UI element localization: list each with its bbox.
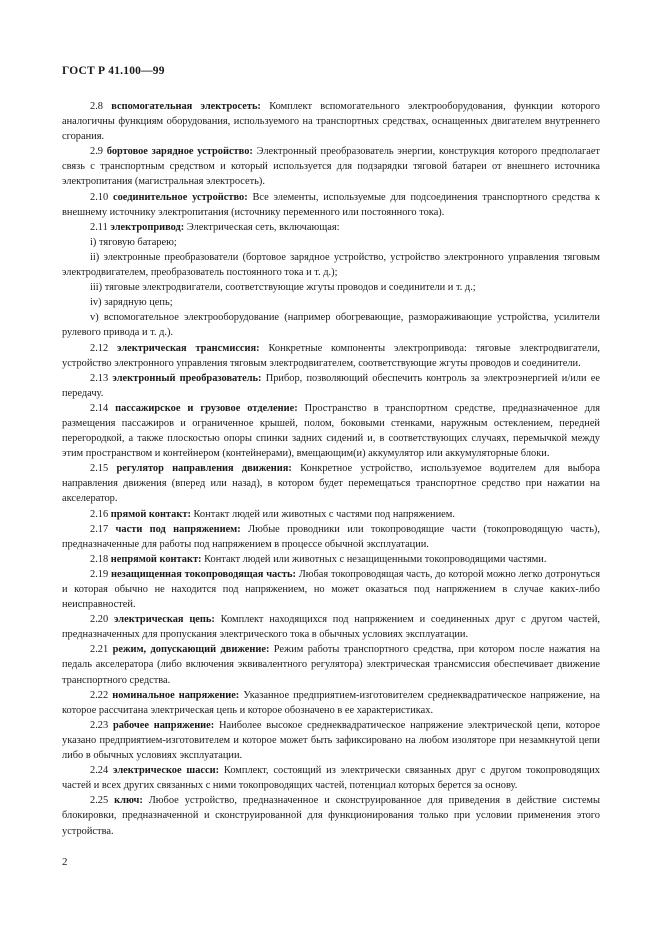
entry-number: 2.17	[90, 523, 109, 535]
list-item: ii) электронные преобразователи (бортовое зарядное устройство, устройство электронного управления тяговым электродвигателем, преобразователь постоянного тока и т. д.);	[62, 251, 600, 279]
entry-number: 2.23	[90, 719, 109, 731]
definition-entry	[62, 567, 600, 612]
entry-term: электрическая цепь:	[113, 614, 215, 626]
entry-term: электронный преобразователь:	[112, 372, 262, 384]
entry-number: 2.20	[90, 614, 109, 626]
definition-entry	[62, 612, 600, 642]
definition-entry	[62, 793, 600, 838]
entry-number: 2.14	[90, 402, 109, 414]
list-item: v) вспомогательное электрооборудование (например обогревающие, размораживающие устройства, усилители рулевого привода и т. д.).	[62, 312, 600, 339]
entry-text: Любое устройство, предназначенное и сконструированное для приведения в действие системы блокировки, предназначенной и сконструированной для функционирования только при условии применения этого устройства.	[62, 795, 600, 837]
entry-text: Конкретное устройство, используемое водителем для выбора направления движения (вперед или назад), в котором будет перемещаться транспортное средство при нажатии на акселератор.	[62, 463, 600, 505]
list-item: i) тяговую батарею;	[90, 236, 177, 248]
entry-term: бортовое зарядное устройство:	[106, 146, 253, 158]
entry-term: части под напряжением:	[115, 523, 241, 535]
entry-number: 2.19	[90, 568, 109, 580]
entry-text: Конкретные компоненты электропривода: тяговые электродвигатели, устройство электронного управления тяговым электродвигателем, соответствующие жгуты проводов и соединители.	[62, 342, 600, 369]
definition-entry	[62, 718, 600, 763]
entry-term: рабочее напряжение:	[112, 719, 215, 731]
entry-text: Электронный преобразователь энергии, конструкция которого предполагает связь с транспортным средством и который используется для подзарядки тяговой батареи от внешнего источника электропитания (магистральная электросеть).	[62, 146, 600, 188]
page-number: 2	[62, 856, 68, 868]
entry-text: Комплект находящихся под напряжением и соединенных друг с другом частей, предназначенных для пропускания электрического тока в обычных условиях эксплуатации.	[62, 614, 600, 641]
entry-text: Наиболее высокое среднеквадратическое напряжение электрической цепи, которое указано предприятием-изготовителем и которое может быть зафиксировано на любом изоляторе при незамкнутой цепи либо в обычных условиях эксплуатации.	[62, 719, 600, 762]
entry-number: 2.8	[90, 101, 103, 112]
definition-entry	[62, 190, 600, 220]
entry-text: Комплект вспомогательного электрооборудования, функции которого аналогичны функциям оборудования, используемого на транспортных средствах, оснащенных двигателем внутреннего сгорания.	[62, 101, 600, 143]
definition-entry	[62, 220, 600, 235]
entry-term: электропривод:	[110, 221, 185, 233]
definition-entry	[62, 461, 600, 506]
entry-term: прямой контакт:	[110, 508, 191, 520]
document-body	[62, 99, 600, 839]
entry-term: регулятор направления движения:	[116, 463, 292, 475]
definition-entry	[62, 401, 600, 461]
entry-term: ключ:	[114, 795, 143, 807]
entry-term: вспомогательная электросеть:	[111, 101, 261, 112]
entry-number: 2.11	[90, 221, 108, 233]
entry-number: 2.16	[90, 508, 109, 520]
entry-number: 2.22	[90, 689, 109, 701]
entry-text: Любые проводники или токопроводящие части (токопроводящую часть), предназначенные для работы под напряжением в процессе обычной эксплуатации.	[62, 523, 600, 550]
list-item: iii) тяговые электродвигатели, соответствующие жгуты проводов и соединители и т. д.;	[90, 282, 476, 294]
entry-text: Прибор, позволяющий обеспечить контроль за электроэнергией и/или ее передачу.	[62, 372, 601, 399]
definition-entry	[62, 371, 600, 401]
definition-entry	[62, 763, 600, 793]
entry-number: 2.18	[90, 553, 109, 565]
entry-number: 2.9	[90, 146, 103, 158]
entry-text: Любая токопроводящая часть, до которой можно легко дотронуться и которая обычно не находится под напряжением, но может оказаться под напряжением в случае каких-либо неисправностей.	[62, 568, 600, 611]
entry-term: незащищенная токопроводящая часть:	[110, 568, 296, 580]
entry-text: Режим работы транспортного средства, при котором после нажатия на педаль акселератора (либо включения эквивалентного регулятора) электрическая трансмиссия обеспечивает движение транспортного средства.	[62, 644, 600, 686]
entry-number: 2.15	[90, 463, 109, 475]
entry-text: Пространство в транспортном средстве, предназначенное для размещения пассажиров и ограниченное крышей, полом, боковыми стенками, наружным остеклением, передней перегородкой, а также плоскостью опоры спинки задних сидений и, в соответствующих случаях, перемычкой между этим пространством и контейнером (контейнерами), вмещающим(и) аккумулятор или аккумуляторные блоки.	[62, 402, 600, 460]
entry-number: 2.21	[90, 644, 109, 656]
list-item: iv) зарядную цепь;	[90, 297, 173, 309]
entry-text: Электрическая сеть, включающая:	[184, 221, 340, 233]
entry-number: 2.24	[90, 765, 109, 777]
entry-text: Контакт людей или животных с незащищенными токопроводящими частями.	[201, 553, 547, 565]
definition-entry	[62, 507, 600, 522]
definition-entry	[62, 688, 600, 718]
entry-text: Указанное предприятием-изготовителем среднеквадратическое напряжение, на которое рассчитана электрическая цепь и которое обозначено в ее характеристиках.	[62, 689, 600, 716]
definition-entry	[62, 144, 600, 189]
entry-number: 2.13	[90, 372, 109, 384]
entry-number: 2.10	[90, 191, 109, 203]
entry-term: пассажирское и грузовое отделение:	[115, 402, 298, 414]
definition-entry	[62, 99, 600, 144]
document-header: ГОСТ Р 41.100—99	[62, 65, 165, 77]
entry-text: Контакт людей или животных с частями под напряжением.	[190, 508, 455, 520]
entry-term: номинальное напряжение:	[112, 689, 240, 701]
definition-entry	[62, 522, 600, 552]
entry-term: соединительное устройство:	[112, 191, 248, 203]
definition-entry	[62, 642, 600, 687]
entry-number: 2.12	[90, 342, 109, 354]
entry-term: электрическое шасси:	[113, 765, 220, 777]
entry-text: Комплект, состоящий из электрически связанных друг с другом токопроводящих частей и всех других связанных с ними токопроводящих частей, потенциал которых берется за основу.	[62, 765, 600, 792]
entry-term: непрямой контакт:	[110, 553, 202, 565]
entry-term: электрическая трансмиссия:	[117, 342, 260, 354]
definition-entry	[62, 341, 600, 371]
entry-text: Все элементы, используемые для подсоединения транспортного средства к внешнему источнику электропитания (источнику переменного или постоянного тока).	[62, 191, 600, 218]
entry-term: режим, допускающий движение:	[112, 644, 270, 656]
definition-entry	[62, 552, 600, 567]
entry-number: 2.25	[90, 795, 109, 807]
